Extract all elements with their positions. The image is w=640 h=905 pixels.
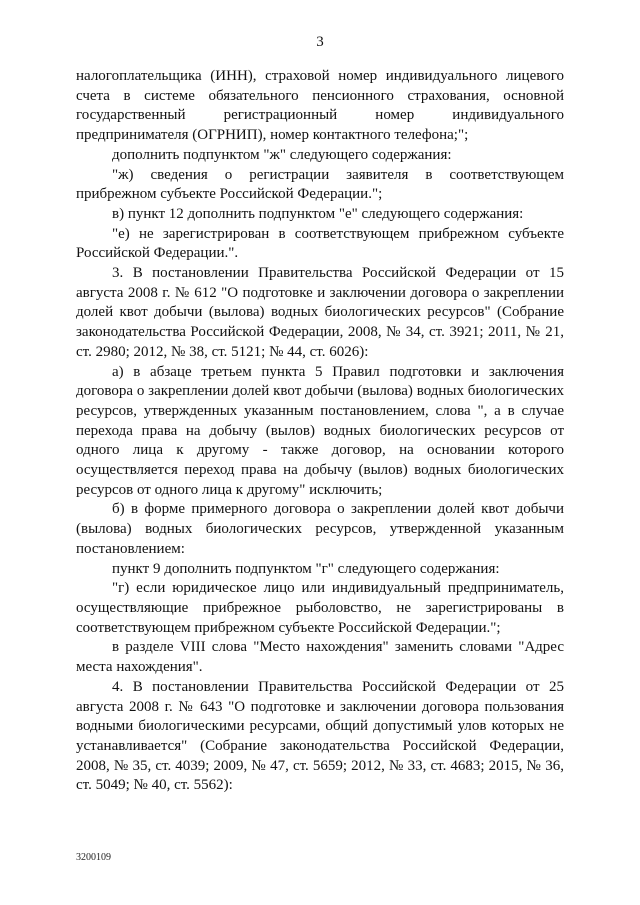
paragraph: б) в форме примерного договора о закреплении долей квот добычи (вылова) водных биологических ресурсов, утвержденной указанным постановлением: [76,501,564,557]
paragraph: "ж) сведения о регистрации заявителя в соответствующем прибрежном субъекте Российской Федерации."; [76,166,564,203]
paragraph: в) пункт 12 дополнить подпунктом "е" следующего содержания: [112,205,524,222]
paragraph-section-4: 4. В постановлении Правительства Российской Федерации от 25 августа 2008 г. № 643 "О подготовке и заключении договора пользования водными биологическими ресурсами, общий допустимый улов которых не устанавливается" (Собрание законодательства Российской Федерации, 2008, № 35, ст. 4039; 2009, № 47, ст. 5659; 2012, № 33, ст. 4683; 2015, № 36, ст. 5049; № 40, ст. 5562): [76,678,564,794]
paragraph-section-3: 3. В постановлении Правительства Российской Федерации от 15 августа 2008 г. № 612 "О подготовке и заключении договора о закреплении долей квот добычи (вылова) водных биологических ресурсов" (Собрание законодательства Российской Федерации, 2008, № 34, ст. 3921; 2011, № 21, ст. 2980; 2012, № 38, ст. 5121; № 44, ст. 6026): [76,265,564,360]
paragraph: "е) не зарегистрирован в соответствующем прибрежном субъекте Российской Федерации.". [76,225,564,262]
page-number: 3 [316,34,324,50]
paragraph: дополнить подпунктом "ж" следующего содержания: [112,146,452,163]
paragraph-continuation: налогоплательщика (ИНН), страховой номер индивидуального лицевого счета в системе обязательного пенсионного страхования, основной государственный регистрационный номер индивидуального предпринимателя (ОГРНИП), номер контактного телефона;"; [76,68,564,144]
paragraph: а) в абзаце третьем пункта 5 Правил подготовки и заключения договора о закреплении долей квот добычи (вылова) водных биологических ресурсов, утвержденных указанным постановлением, слова ", а в случае перехода права на добычу (вылов) водных биологических ресурсов от одного лица к другому - также договор, на основании которого осуществляется переход права на добычу (вылов) водных биологических ресурсов от одного лица к другому" исключить; [76,363,564,498]
paragraph: в разделе VIII слова "Место нахождения" заменить словами "Адрес места нахождения". [76,639,564,676]
document-body [76,67,564,796]
paragraph: "г) если юридическое лицо или индивидуальный предприниматель, осуществляющие прибрежное рыболовство, не зарегистрированы в соответствующем прибрежном субъекте Российской Федерации."; [76,580,564,636]
paragraph: пункт 9 дополнить подпунктом "г" следующего содержания: [112,560,500,577]
document-code: 3200109 [76,852,111,863]
